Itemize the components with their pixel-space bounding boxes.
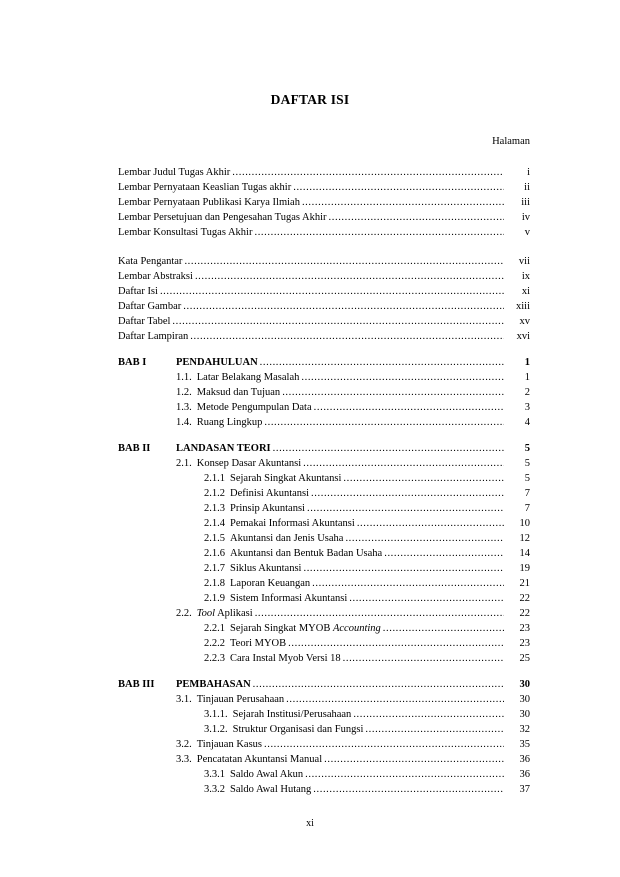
- toc-page-number: 37: [519, 784, 530, 795]
- toc-dot-leader: [357, 517, 504, 531]
- toc-dot-leader: [349, 592, 504, 606]
- toc-entry-row[interactable]: [118, 783, 530, 797]
- toc-entry-row[interactable]: [118, 622, 530, 636]
- toc-page-number: 23: [519, 623, 530, 634]
- toc-entry-label: [204, 637, 286, 651]
- toc-label-text: Lembar Pernyataan Publikasi Karya Ilmiah: [118, 197, 300, 208]
- toc-label-text: Laporan Keuangan: [230, 578, 311, 589]
- toc-section-number: 1.2.: [176, 387, 192, 398]
- toc-dot-leader: [305, 768, 504, 782]
- toc-page-number: 32: [519, 724, 530, 735]
- toc-page-number: 36: [519, 754, 530, 765]
- toc-page-number: 21: [519, 578, 530, 589]
- toc-dot-leader: [293, 181, 504, 195]
- toc-entry-row[interactable]: [118, 502, 530, 516]
- toc-dot-leader: [313, 783, 504, 797]
- toc-dot-leader: [324, 753, 504, 767]
- toc-dot-leader: [303, 457, 504, 471]
- toc-dot-leader: [383, 622, 504, 636]
- toc-label-text: Akuntansi dan Jenis Usaha: [230, 533, 344, 544]
- toc-section-number: 2.1.4: [204, 518, 225, 529]
- toc-entry-label: [204, 532, 343, 546]
- toc-label-text: Definisi Akuntansi: [230, 488, 310, 499]
- toc-entry-label: [118, 226, 252, 240]
- toc-dot-leader: [183, 300, 504, 314]
- toc-label-text: Saldo Awal Hutang: [230, 784, 312, 795]
- toc-entry-row[interactable]: [118, 255, 530, 269]
- toc-dot-leader: [384, 547, 504, 561]
- toc-entry-row[interactable]: [118, 386, 530, 400]
- toc-entry-label: [176, 457, 301, 471]
- toc-page-number: 10: [519, 518, 530, 529]
- toc-entry-label: [118, 300, 181, 314]
- toc-page-number: 22: [519, 593, 530, 604]
- toc-label-text: LANDASAN TEORI: [176, 443, 271, 454]
- toc-label-text: Kata Pengantar: [118, 256, 183, 267]
- toc-dot-leader: [184, 255, 504, 269]
- toc-label-text: Daftar Tabel: [118, 316, 171, 327]
- toc-entry-label: [204, 517, 355, 531]
- toc-entry-row[interactable]: [118, 416, 530, 430]
- toc-entry-label: [118, 211, 327, 225]
- toc-entry-row[interactable]: [118, 738, 530, 752]
- toc-dot-leader: [312, 577, 504, 591]
- toc-entry-label: [176, 607, 253, 621]
- toc-page-number: xv: [519, 316, 530, 327]
- toc-page-number: 30: [519, 709, 530, 720]
- toc-entry-row[interactable]: [118, 270, 530, 284]
- toc-label-text: Daftar Isi: [118, 286, 158, 297]
- toc-label-text: Sistem Informasi Akuntansi: [230, 593, 348, 604]
- toc-label-text: PEMBAHASAN: [176, 679, 251, 690]
- toc-dot-leader: [345, 532, 504, 546]
- toc-dot-leader: [160, 285, 504, 299]
- toc-entry-label: [176, 371, 299, 385]
- toc-page-number: 2: [524, 387, 530, 398]
- toc-label-text: Lembar Konsultasi Tugas Akhir: [118, 227, 253, 238]
- toc-chapter-row[interactable]: [118, 678, 530, 692]
- toc-entry-label: [176, 356, 258, 370]
- toc-entry-row[interactable]: [118, 693, 530, 707]
- toc-page-number: 3: [524, 402, 530, 413]
- toc-label-text: Saldo Awal Akun: [230, 769, 304, 780]
- toc-page-number: 4: [524, 417, 530, 428]
- toc-label-text: Akuntansi dan Bentuk Badan Usaha: [230, 548, 383, 559]
- toc-entry-label: [176, 693, 284, 707]
- toc-section-number: 2.1.7: [204, 563, 225, 574]
- toc-entry-row[interactable]: [118, 753, 530, 767]
- toc-page-number: 5: [524, 443, 530, 454]
- toc-entry-row[interactable]: [118, 768, 530, 782]
- toc-entry-row[interactable]: [118, 457, 530, 471]
- toc-page-number: 25: [519, 653, 530, 664]
- toc-entry-row[interactable]: [118, 330, 530, 344]
- toc-entry-row[interactable]: [118, 487, 530, 501]
- toc-entry-label: [204, 723, 363, 737]
- toc-label-text: Latar Belakang Masalah: [196, 372, 300, 383]
- toc-dot-leader: [172, 315, 504, 329]
- toc-dot-leader: [311, 487, 504, 501]
- toc-dot-leader: [343, 652, 504, 666]
- toc-entry-row[interactable]: [118, 637, 530, 651]
- toc-entry-label: [176, 401, 312, 415]
- toc-label-text: Konsep Dasar Akuntansi: [196, 458, 302, 469]
- toc-section-number: 2.2.2: [204, 638, 225, 649]
- toc-entry-label: [176, 442, 271, 456]
- toc-entry-label: [204, 472, 341, 486]
- toc-label-text: Daftar Lampiran: [118, 331, 189, 342]
- footer-page-number: xi: [306, 818, 314, 829]
- toc-chapter-row[interactable]: [118, 442, 530, 456]
- toc-label-text: Maksud dan Tujuan: [196, 387, 281, 398]
- toc-page-number: 12: [519, 533, 530, 544]
- toc-entry-label: [118, 255, 182, 269]
- toc-dot-leader: [288, 637, 504, 651]
- toc-entry-label: [118, 196, 300, 210]
- toc-entry-row[interactable]: [118, 652, 530, 666]
- toc-section-number: 3.3.: [176, 754, 192, 765]
- toc-label-text: Daftar Gambar: [118, 301, 182, 312]
- toc-entry-row[interactable]: [118, 181, 530, 195]
- toc-section-number: 3.3.1: [204, 769, 225, 780]
- toc-label-text: Teori MYOB: [230, 638, 287, 649]
- toc-page-number: 22: [519, 608, 530, 619]
- toc-section-number: 1.3.: [176, 402, 192, 413]
- toc-entry-row[interactable]: [118, 226, 530, 240]
- toc-label-text: Metode Pengumpulan Data: [196, 402, 312, 413]
- toc-section-number: 1.1.: [176, 372, 192, 383]
- toc-entry-label: [204, 547, 382, 561]
- toc-entry-row[interactable]: [118, 285, 530, 299]
- toc-entry-label: [204, 502, 305, 516]
- toc-dot-leader: [273, 442, 504, 456]
- toc-dot-leader: [282, 386, 504, 400]
- toc-label-italic: Accounting: [332, 623, 381, 634]
- toc-entry-label: [176, 678, 251, 692]
- toc-section-number: 2.1.2: [204, 488, 225, 499]
- toc-dot-leader: [253, 678, 504, 692]
- toc-page-number: 5: [524, 473, 530, 484]
- toc-label-text: Lembar Persetujuan dan Pengesahan Tugas Akhir: [118, 212, 327, 223]
- toc-page-number: 30: [519, 679, 530, 690]
- toc-section-number: 3.1.2.: [204, 724, 228, 735]
- toc-entry-row[interactable]: [118, 300, 530, 314]
- toc-label-italic: Tool: [196, 608, 216, 619]
- toc-section-number: 1.4.: [176, 417, 192, 428]
- toc-dot-leader: [301, 371, 504, 385]
- toc-entry-label: [204, 487, 309, 501]
- toc-section-number: 2.1.3: [204, 503, 225, 514]
- toc-entry-label: [118, 315, 170, 329]
- toc-entry-label: [204, 768, 303, 782]
- toc-entry-row[interactable]: [118, 315, 530, 329]
- toc-entry-label: [204, 783, 311, 797]
- toc-dot-leader: [307, 502, 504, 516]
- toc-entry-row[interactable]: [118, 532, 530, 546]
- toc-entry-label: [204, 562, 301, 576]
- page-column-header: Halaman: [492, 136, 530, 147]
- toc-dot-leader: [255, 607, 504, 621]
- toc-entry-row[interactable]: [118, 708, 530, 722]
- toc-section-number: 2.1.1: [204, 473, 225, 484]
- toc-label-text: Sejarah Singkat MYOB: [230, 623, 333, 634]
- toc-section-number: 2.1.9: [204, 593, 225, 604]
- toc-label-text: Pemakai Informasi Akuntansi: [230, 518, 355, 529]
- toc-dot-leader: [353, 708, 504, 722]
- toc-entry-row[interactable]: [118, 472, 530, 486]
- toc-page-number: 14: [519, 548, 530, 559]
- toc-entry-row[interactable]: [118, 371, 530, 385]
- toc-entry-row[interactable]: [118, 517, 530, 531]
- toc-entry-row[interactable]: [118, 592, 530, 606]
- toc-page-number: v: [524, 227, 530, 238]
- toc-label-text: Siklus Akuntansi: [230, 563, 302, 574]
- toc-dot-leader: [365, 723, 504, 737]
- toc-dot-leader: [190, 330, 504, 344]
- toc-dot-leader: [314, 401, 504, 415]
- toc-dot-leader: [232, 166, 504, 180]
- toc-entry-label: [176, 386, 280, 400]
- toc-page-number: 23: [519, 638, 530, 649]
- toc-dot-leader: [254, 226, 504, 240]
- toc-section-number: 2.2.3: [204, 653, 225, 664]
- toc-page-number: xvi: [516, 331, 530, 342]
- toc-entry-row[interactable]: [118, 607, 530, 621]
- toc-entry-row[interactable]: [118, 401, 530, 415]
- toc-page-number: iii: [521, 197, 530, 208]
- toc-label-text: Tinjauan Kasus: [196, 739, 262, 750]
- toc-dot-leader: [329, 211, 504, 225]
- toc-entry-row[interactable]: [118, 196, 530, 210]
- toc-entry-label: [204, 592, 347, 606]
- toc-entry-label: [118, 285, 158, 299]
- toc-label-text: Prinsip Akuntansi: [230, 503, 305, 514]
- toc-dot-leader: [264, 416, 504, 430]
- toc-page-number: 1: [524, 372, 530, 383]
- toc-label-text: Pencatatan Akuntansi Manual: [196, 754, 323, 765]
- toc-page-number: xi: [521, 286, 530, 297]
- toc-entry-row[interactable]: [118, 211, 530, 225]
- toc-label-text: Cara Instal Myob Versi 18: [230, 653, 341, 664]
- toc-section-number: 2.1.6: [204, 548, 225, 559]
- toc-page-number: vii: [518, 256, 530, 267]
- toc-dot-leader: [195, 270, 504, 284]
- toc-page-number: ii: [524, 182, 530, 193]
- toc-entry-label: [204, 652, 341, 666]
- toc-page-number: 36: [519, 769, 530, 780]
- toc-page-number: xiii: [515, 301, 530, 312]
- toc-entry-label: [118, 166, 230, 180]
- toc-label-text: Tinjauan Perusahaan: [196, 694, 285, 705]
- toc-entry-label: [176, 416, 262, 430]
- toc-chapter-number: BAB III: [118, 679, 155, 690]
- toc-label-text: Ruang Lingkup: [196, 417, 263, 428]
- toc-section-number: 3.3.2: [204, 784, 225, 795]
- toc-entry-label: [176, 753, 322, 767]
- toc-page-number: 19: [519, 563, 530, 574]
- toc-section-number: 2.1.8: [204, 578, 225, 589]
- toc-label-text: PENDAHULUAN: [176, 357, 258, 368]
- toc-section-number: 2.2.: [176, 608, 192, 619]
- toc-dot-leader: [302, 196, 504, 210]
- toc-page-number: ix: [521, 271, 530, 282]
- toc-page-number: 35: [519, 739, 530, 750]
- toc-dot-leader: [303, 562, 504, 576]
- toc-dot-leader: [286, 693, 504, 707]
- toc-chapter-number: BAB II: [118, 443, 151, 454]
- toc-entry-row[interactable]: [118, 166, 530, 180]
- toc-label-text: Struktur Organisasi dan Fungsi: [232, 724, 364, 735]
- toc-dot-leader: [260, 356, 504, 370]
- toc-entry-label: [118, 181, 291, 195]
- toc-page-number: iv: [521, 212, 530, 223]
- toc-label-text: Lembar Pernyataan Keaslian Tugas akhir: [118, 182, 292, 193]
- toc-label-text: Lembar Judul Tugas Akhir: [118, 167, 231, 178]
- toc-section-number: 2.1.: [176, 458, 192, 469]
- toc-dot-leader: [343, 472, 504, 486]
- toc-label-text: Lembar Abstraksi: [118, 271, 193, 282]
- toc-entry-label: [204, 622, 381, 636]
- toc-chapter-number: BAB I: [118, 357, 147, 368]
- toc-chapter-row[interactable]: [118, 356, 530, 370]
- toc-entry-row[interactable]: [118, 562, 530, 576]
- toc-entry-row[interactable]: [118, 547, 530, 561]
- toc-entry-label: [176, 738, 262, 752]
- toc-section-number: 3.2.: [176, 739, 192, 750]
- toc-dot-leader: [264, 738, 504, 752]
- toc-entry-label: [204, 708, 351, 722]
- toc-label-text: Sejarah Singkat Akuntansi: [230, 473, 342, 484]
- toc-entry-label: [204, 577, 310, 591]
- toc-section-number: 3.1.1.: [204, 709, 228, 720]
- toc-entry-row[interactable]: [118, 577, 530, 591]
- toc-section-number: 2.1.5: [204, 533, 225, 544]
- page-title: DAFTAR ISI: [270, 92, 350, 107]
- toc-label-text: Sejarah Institusi/Perusahaan: [232, 709, 352, 720]
- toc-page-number: 7: [524, 503, 530, 514]
- toc-page-number: i: [527, 167, 530, 178]
- toc-entry-row[interactable]: [118, 723, 530, 737]
- toc-page-number: 5: [524, 458, 530, 469]
- toc-page-number: 30: [519, 694, 530, 705]
- toc-page-number: 7: [524, 488, 530, 499]
- toc-section-number: 2.2.1: [204, 623, 225, 634]
- toc-entry-label: [118, 270, 193, 284]
- toc-entry-label: [118, 330, 188, 344]
- toc-page-number: 1: [524, 357, 530, 368]
- toc-section-number: 3.1.: [176, 694, 192, 705]
- toc-label-text: Aplikasi: [215, 608, 253, 619]
